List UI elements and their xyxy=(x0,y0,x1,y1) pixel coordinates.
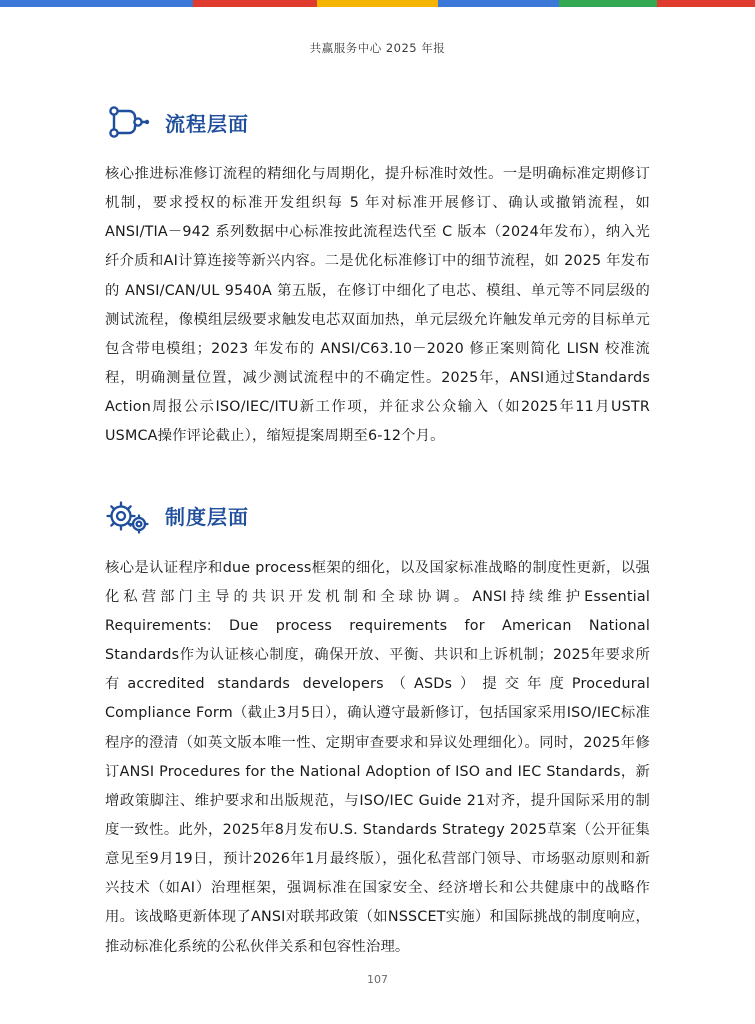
section-body-institution: 核心是认证程序和due process框架的细化，以及国家标准战略的制度性更新，以强化私营部门主导的共识开发机制和全球协调。ANSI持续维护Essential Requirements: Due process requirements for American National Standards作为认证核心制度，确保开放、平衡、共识和上诉机制；2025年要求所有accredited standards developers（ASDs）提交年度Procedural Compliance Form（截止3月5日），确认遵守最新修订，包括国家采用ISO/IEC标准程序的澄清（如英文版本唯一性、定期审查要求和异议处理细化）。同时，2025年修订ANSI Procedures for the National Adoption of ISO and IEC Standards，新增政策脚注、维护要求和出版规范，与ISO/IEC Guide 21对齐，提升国际采用的制度一致性。此外，2025年8月发布U.S. Standards Strategy 2025草案（公开征集意见至9月19日，预计2026年1月最终版），强化私营部门领导、市场驱动原则和新兴技术（如AI）治理框架，强调标准在国家安全、经济增长和公共健康中的战略作用。该战略更新体现了ANSI对联邦政策（如NSSCET实施）和国际挑战的制度响应，推动标准化系统的公私伙伴关系和包容性治理。 xyxy=(105,559,650,955)
section-title-institution: 制度层面 xyxy=(165,505,249,530)
process-network-icon xyxy=(105,102,151,142)
section-heading-process xyxy=(105,102,650,142)
color-segment-blue xyxy=(0,0,193,7)
section-heading-institution xyxy=(105,496,650,536)
color-segment-red-2 xyxy=(657,0,755,7)
color-segment-blue-2 xyxy=(438,0,559,7)
section-process xyxy=(105,102,650,452)
color-segment-yellow xyxy=(317,0,438,7)
color-segment-green xyxy=(559,0,657,7)
page-content xyxy=(0,102,755,962)
color-segment-red xyxy=(193,0,318,7)
section-body-process: 核心推进标准修订流程的精细化与周期化，提升标准时效性。一是明确标准定期修订机制，要求授权的标准开发组织每 5 年对标准开展修订、确认或撤销流程，如 ANSI/TIA－942 系列数据中心标准按此流程迭代至 C 版本（2024年发布），纳入光纤介质和AI计算连接等新兴内容。二是优化标准修订中的细节流程，如 2025 年发布的 ANSI/CAN/UL 9540A 第五版，在修订中细化了电芯、模组、单元等不同层级的测试流程，像模组层级要求触发电芯双面加热，单元层级允许触发单元旁的目标单元包含带电模组；2023 年发布的 ANSI/C63.10－2020 修正案则简化 LISN 校准流程，明确测量位置，减少测试流程中的不确定性。2025年，ANSI通过Standards Action周报公示ISO/IEC/ITU新工作项，并征求公众输入（如2025年11月USTR USMCA操作评论截止），缩短提案周期至6-12个月。 xyxy=(105,166,650,445)
gears-institution-icon xyxy=(105,496,151,536)
decorative-color-bar xyxy=(0,0,755,7)
section-institution xyxy=(105,496,650,962)
running-header: 共赢服务中心 2025 年报 xyxy=(309,41,446,55)
page-number: 107 xyxy=(367,973,388,986)
section-title-process: 流程层面 xyxy=(165,111,249,136)
